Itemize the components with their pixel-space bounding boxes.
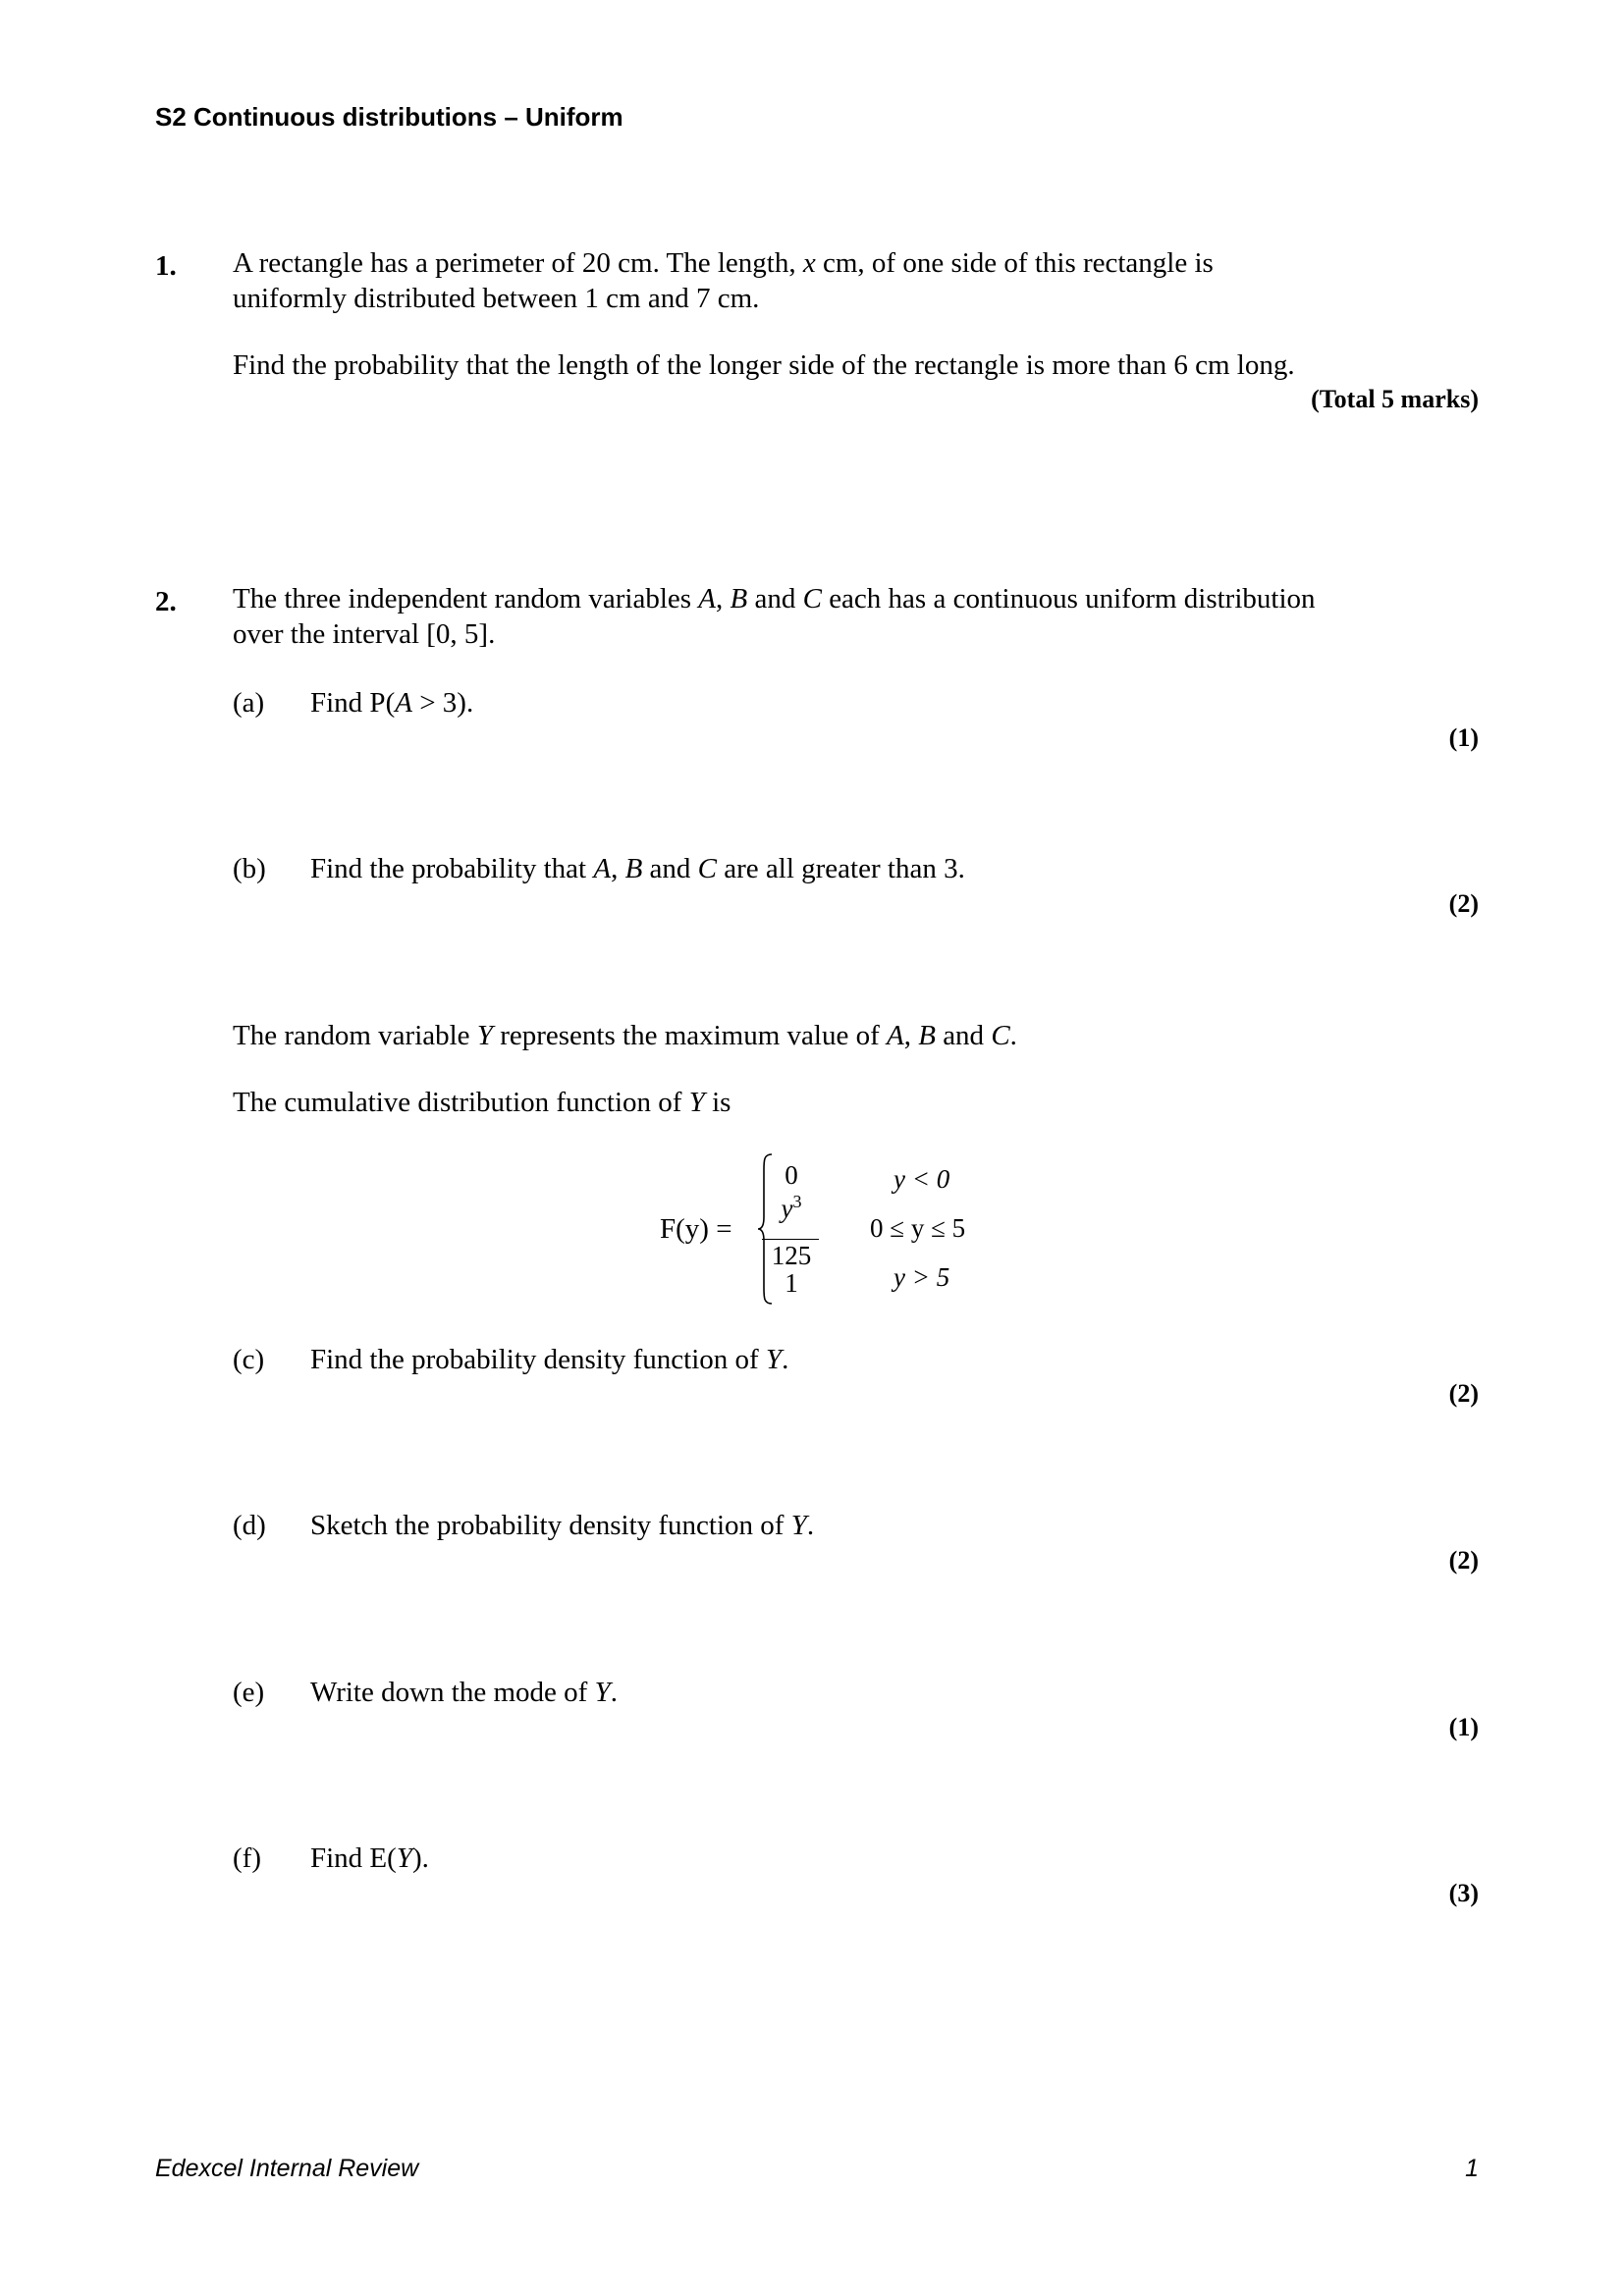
text: and [935,1020,992,1051]
variable-a: A [698,583,716,614]
text: The random variable [233,1020,477,1051]
text: , [903,1020,919,1051]
part-e-text [310,1677,618,1709]
part-d-marks: (2) [1448,1546,1479,1575]
question-2-intro-line-2: over the interval [0, 5]. [233,618,496,650]
part-f-text [310,1842,429,1875]
part-b-label: (b) [233,853,266,884]
question-1-line-3: Find the probability that the length of the longer side of the rectangle is more than 6 cm long. [233,349,1295,381]
text: ). [411,1842,429,1874]
cdf-case-1-value: 0 [785,1160,798,1190]
variable-y: Y [765,1344,783,1375]
text: represents the maximum value of [492,1020,887,1051]
text: Find P( [310,687,396,719]
cdf-case-2-denominator: 125 [771,1241,812,1270]
part-a-marks: (1) [1448,723,1479,752]
variable-y: Y [594,1677,611,1708]
cdf-case-3-value: 1 [785,1268,798,1298]
text: each has a continuous uniform distribution [821,583,1316,614]
variable-b: B [624,853,643,884]
text: . [610,1677,618,1708]
variable-y: Y [476,1020,493,1051]
text: Find E( [310,1842,397,1874]
cdf-case-1-condition [893,1164,949,1195]
text: > 3). [411,687,474,719]
question-2-number: 2. [155,586,177,617]
part-c-text [310,1344,788,1376]
part-b-text [310,853,965,885]
part-d-text [310,1510,814,1542]
variable-c: C [802,583,822,614]
exponent: 3 [792,1192,802,1211]
page-number: 1 [1465,2155,1479,2182]
text: are all greater than 3. [717,853,965,884]
text: and [747,583,803,614]
text: Write down the mode of [310,1677,595,1708]
part-d-label: (d) [233,1510,266,1541]
question-1-line-2: uniformly distributed between 1 cm and 7 cm. [233,283,760,314]
variable-a: A [887,1020,904,1051]
text: . [1009,1020,1017,1051]
variable-a: A [395,687,412,719]
text: y < 0 [893,1164,950,1194]
part-a-text [310,687,473,720]
text: . [782,1344,789,1375]
variable-y: Y [396,1842,412,1874]
text: Find the probability density function of [310,1344,766,1375]
text: The cumulative distribution function of [233,1087,689,1118]
cdf-case-2-condition: 0 ≤ y ≤ 5 [870,1213,966,1243]
part-e-marks: (1) [1448,1713,1479,1741]
footer-source: Edexcel Internal Review [155,2155,419,2182]
variable-b: B [918,1020,936,1051]
text: , [716,583,731,614]
question-1-total-marks: (Total 5 marks) [1311,385,1479,413]
fraction-bar [762,1239,819,1240]
text: The three independent random variables [233,583,699,614]
y-intro [233,1020,1017,1052]
text: , [611,853,625,884]
variable-c: C [697,853,718,884]
text: . [806,1510,815,1541]
text: Sketch the probability density function of [310,1510,791,1541]
question-1-line-1 [233,247,1214,280]
part-e-label: (e) [233,1677,265,1708]
question-1-number: 1. [155,250,177,282]
variable-x: x [802,247,816,279]
cdf-lhs: F(y) = [660,1213,732,1245]
part-a-label: (a) [233,687,265,719]
part-f-label: (f) [233,1842,261,1874]
text: is [704,1087,731,1118]
cdf-intro [233,1087,731,1119]
text: A rectangle has a perimeter of 20 cm. The length, [233,247,803,279]
part-c-label: (c) [233,1344,265,1375]
text: Find the probability that [310,853,594,884]
part-c-marks: (2) [1448,1379,1479,1408]
cdf-case-2-numerator [762,1192,821,1224]
part-f-marks: (3) [1448,1879,1479,1907]
variable-a: A [593,853,612,884]
cdf-case-3-condition [893,1262,949,1293]
text: cm, of one side of this rectangle is [815,247,1214,279]
variable-b: B [730,583,748,614]
text: and [642,853,698,884]
variable-c: C [991,1020,1010,1051]
text: y > 5 [893,1262,950,1292]
variable-y: y [781,1194,793,1223]
part-b-marks: (2) [1448,889,1479,918]
variable-y: Y [790,1510,807,1541]
question-2-intro-line-1 [233,583,1316,615]
page-heading: S2 Continuous distributions – Uniform [155,102,623,132]
variable-y: Y [688,1087,705,1118]
